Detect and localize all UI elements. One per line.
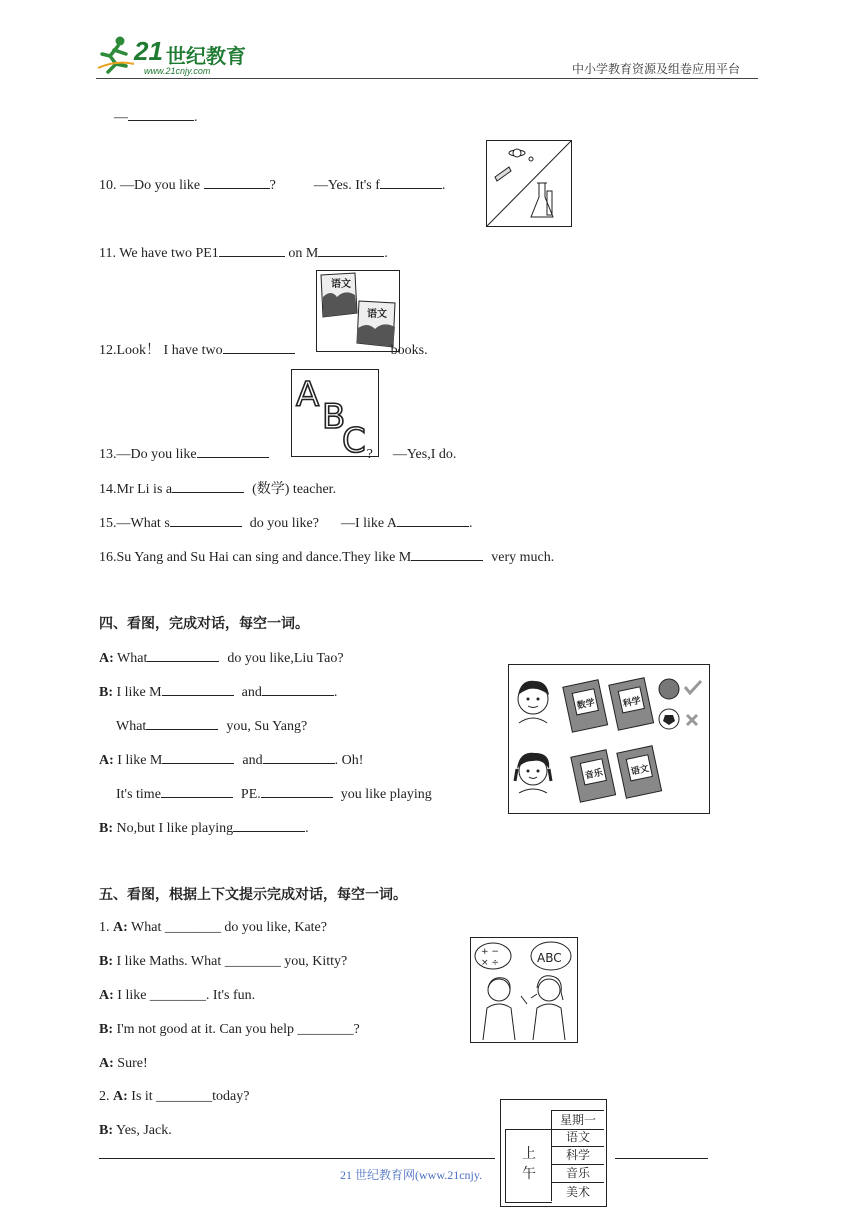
footer-rule-left (99, 1158, 495, 1159)
s5-d1-line-4 (99, 1021, 360, 1039)
book-maths: 数学 (576, 698, 596, 712)
book-chinese: 语文 (630, 764, 650, 778)
q13-text: ? (366, 447, 373, 462)
speaker: B: (99, 1123, 113, 1138)
s4-line-6 (99, 818, 309, 838)
q15-blank-2[interactable] (397, 513, 469, 527)
speaker: A: (99, 1056, 114, 1071)
timetable-header: 星期一 (551, 1110, 604, 1130)
book-science: 科学 (622, 696, 642, 710)
s4-text: What (113, 651, 148, 666)
book-music: 音乐 (584, 768, 604, 782)
s4-text: It's time (116, 787, 161, 802)
q10-text: ? (269, 178, 276, 193)
s4-text: I like M (113, 753, 163, 768)
s5-text: I like Maths. What ________ you, Kitty? (113, 954, 348, 969)
s4-text: . (333, 685, 338, 700)
s4-line-4 (99, 750, 363, 770)
s5-d1-line-5 (99, 1055, 148, 1073)
q15-text: do you like? (249, 516, 319, 531)
q14-text: 14.Mr Li is a (99, 482, 173, 497)
s4-blank[interactable] (261, 784, 333, 798)
s4-line-1 (99, 648, 344, 668)
speaker: B: (99, 821, 113, 836)
s5-text: What ________ do you like, Kate? (127, 920, 327, 935)
timetable-subject: 音乐 (552, 1165, 604, 1183)
speaker: A: (113, 1089, 128, 1104)
timetable-subject: 科学 (552, 1147, 604, 1165)
q11-text: 11. We have two PE1 (99, 246, 219, 261)
s5-text: Yes, Jack. (113, 1123, 172, 1138)
s4-line-3 (116, 716, 307, 736)
q14-text: (数学) teacher. (252, 482, 337, 497)
q10-blank-2[interactable] (380, 175, 442, 189)
s5-text: I'm not good at it. Can you help ________? (113, 1022, 360, 1037)
s4-blank[interactable] (263, 750, 335, 764)
s5-num: 2. (99, 1089, 113, 1104)
question-11 (99, 243, 388, 263)
q14-blank[interactable] (172, 479, 244, 493)
q13-text: 13.—Do you like (99, 447, 197, 462)
timetable-subject: 语文 (552, 1129, 604, 1147)
s5-d1-line-1 (99, 919, 327, 937)
q13-text: —Yes,I do. (392, 447, 457, 462)
logo-url: www.21cnjy.com (144, 66, 211, 76)
letter-c: C (342, 421, 366, 456)
footer-text[interactable]: 21 世纪教育网(www.21cnjy. (340, 1168, 483, 1182)
q10-text: . (441, 178, 446, 193)
speaker: A: (99, 988, 114, 1003)
timetable-period-cell (505, 1129, 552, 1203)
question-14 (99, 479, 336, 499)
s4-blank[interactable] (146, 716, 218, 730)
q11-blank-2[interactable] (318, 243, 384, 257)
q16-text: 16.Su Yang and Su Hai can sing and dance.They like M (99, 550, 412, 565)
girl-icon (515, 753, 551, 793)
timetable-picture (500, 1099, 607, 1207)
timetable-period: 上午 (522, 1146, 536, 1182)
q15-blank-1[interactable] (170, 513, 242, 527)
logo (96, 34, 266, 80)
q10-text: 10. —Do you like (99, 178, 204, 193)
s5-picture-1 (470, 937, 578, 1043)
q12-text: 12.Look！ I have two (99, 343, 223, 358)
s4-text: do you like,Liu Tao? (227, 651, 344, 666)
s5-text: Is it ________today? (127, 1089, 250, 1104)
s5-d2-line-2 (99, 1122, 172, 1140)
s4-text: PE. (240, 787, 261, 802)
q12-book-label-2: 语文 (367, 309, 387, 320)
s4-text: and (242, 753, 263, 768)
s4-blank[interactable] (147, 648, 219, 662)
q11-text: . (384, 246, 388, 261)
s5-d1-line-3 (99, 987, 255, 1005)
q15-text: 15.—What s (99, 516, 170, 531)
top-dash-line: — . (114, 107, 198, 127)
question-10 (99, 175, 445, 195)
q15-text: . (468, 516, 473, 531)
s4-text: you, Su Yang? (226, 719, 308, 734)
speaker: A: (113, 920, 128, 935)
q16-blank[interactable] (411, 547, 483, 561)
s4-line-5 (116, 784, 432, 804)
q12-blank[interactable] (223, 340, 295, 354)
s5-d1-line-2 (99, 953, 347, 971)
s4-text: No,but I like playing (113, 821, 234, 836)
s4-text: . Oh! (334, 753, 364, 768)
s4-line-2 (99, 682, 337, 702)
s4-text: I like M (113, 685, 162, 700)
cross-icon (687, 715, 697, 725)
blank[interactable] (128, 107, 194, 121)
math-symbols-top: + − (481, 947, 499, 957)
q15-text: —I like A (340, 516, 397, 531)
s4-text: you like playing (340, 787, 432, 802)
s4-blank[interactable] (162, 750, 234, 764)
header-right-text: 中小学教育资源及组卷应用平台 (572, 62, 741, 76)
s4-text: and (241, 685, 262, 700)
section-5-title: 五、看图，根据上下文提示完成对话，每空一词。 (99, 887, 407, 903)
kitty-icon (538, 979, 560, 1001)
math-symbols-bottom: × ÷ (481, 958, 499, 968)
q11-blank-1[interactable] (219, 243, 285, 257)
abc-bubble-text: ABC (537, 951, 562, 965)
boy-icon (518, 681, 549, 723)
timetable-subjects (551, 1129, 604, 1201)
speaker: B: (99, 954, 113, 969)
runner-icon (96, 34, 136, 76)
check-icon (685, 681, 701, 693)
s4-blank[interactable] (262, 682, 334, 696)
s4-blank[interactable] (233, 818, 305, 832)
s5-d2-line-1 (99, 1088, 250, 1106)
s5-text: I like ________. It's fun. (113, 988, 256, 1003)
logo-number: 21 (134, 36, 163, 66)
q10-blank-1[interactable] (204, 175, 270, 189)
timetable-subject: 美术 (565, 1185, 590, 1199)
s4-text: . (305, 821, 309, 836)
s4-blank[interactable] (161, 784, 233, 798)
header-rule (96, 78, 758, 79)
q13-blank[interactable] (197, 444, 269, 458)
speaker: B: (99, 685, 113, 700)
basketball-icon (659, 679, 679, 699)
q16-text: very much. (491, 550, 555, 565)
question-16 (99, 547, 554, 567)
section-4-title: 四、看图，完成对话，每空一词。 (99, 616, 309, 632)
s4-blank[interactable] (162, 682, 234, 696)
logo-text: 世纪教育 (166, 44, 246, 68)
speaker: B: (99, 1022, 113, 1037)
q12-book-label-1: 语文 (331, 279, 351, 290)
q12-text: books. (390, 343, 428, 358)
question-13 (99, 444, 456, 464)
question-15 (99, 513, 472, 533)
q11-text: on M (284, 246, 319, 261)
kate-icon (488, 979, 510, 1001)
q10-picture (486, 140, 572, 227)
s5-text: Sure! (113, 1056, 148, 1071)
letter-b: B (322, 397, 346, 437)
letter-a: A (296, 375, 320, 415)
speaker: A: (99, 753, 114, 768)
q10-text: —Yes. It's f (313, 178, 380, 193)
s4-picture (508, 664, 710, 814)
s4-text: What (116, 719, 147, 734)
footer-rule-right (615, 1158, 708, 1159)
dash: — (114, 110, 128, 125)
speaker: A: (99, 651, 114, 666)
question-12 (99, 340, 428, 360)
s5-num: 1. (99, 920, 113, 935)
